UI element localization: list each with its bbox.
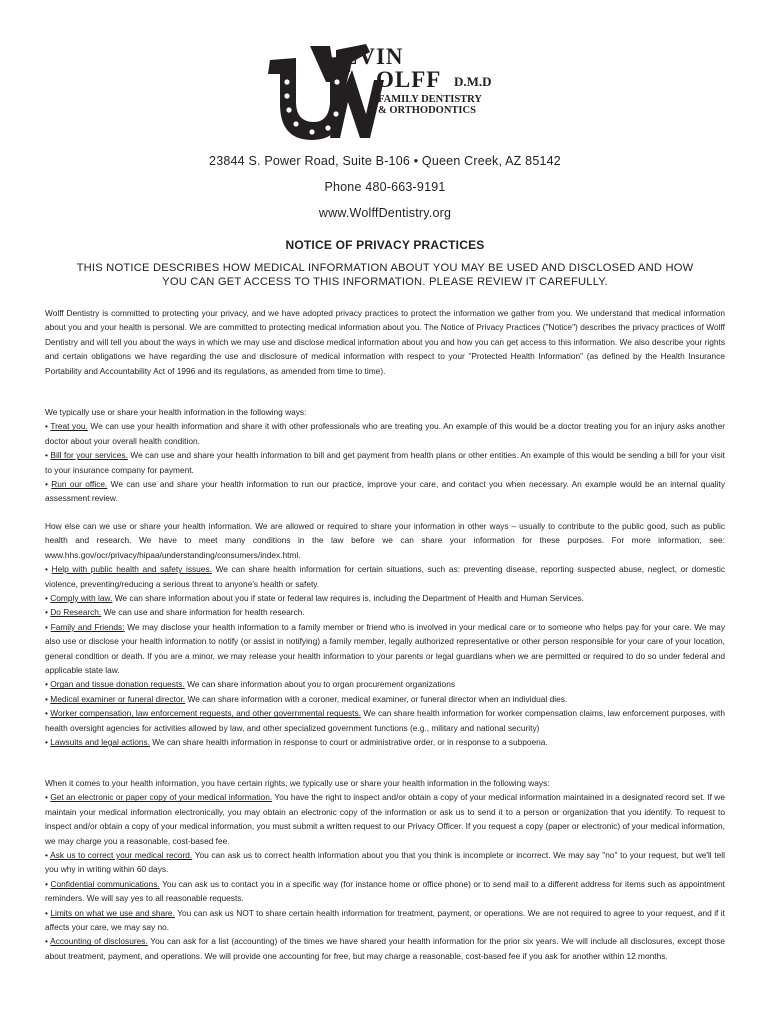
practice-address: 23844 S. Power Road, Suite B-106 • Queen Creek, AZ 85142: [209, 154, 561, 168]
bullet-label: Ask us to correct your medical record.: [50, 850, 193, 861]
bullet-label: Worker compensation, law enforcement requests, and other governmental requests.: [50, 708, 361, 719]
bullet-marker: •: [45, 878, 51, 889]
bullet-label: Limits on what we use and share.: [50, 907, 175, 918]
bullet-item: [45, 605, 725, 619]
bullet-text: We can share information about you to organ procurement organizations: [184, 679, 456, 690]
bullet-text: We can use and share your health information to bill and get payment from health plans or other entities. An example of this would be sending a bill for your visit to your insurance company for payment.: [45, 450, 725, 475]
bullet-marker: •: [45, 792, 51, 803]
bullet-item: [45, 934, 725, 963]
logo-credential: D.M.D: [454, 74, 492, 89]
bullet-label: Bill for your services.: [50, 450, 128, 461]
notice-title: NOTICE OF PRIVACY PRACTICES: [285, 238, 485, 252]
bullet-label: Accounting of disclosures.: [50, 936, 148, 947]
bullet-marker: •: [45, 479, 52, 490]
bullet-marker: •: [45, 593, 51, 604]
bullet-marker: •: [45, 693, 51, 704]
other-uses-list: [45, 562, 725, 749]
bullet-label: Run our office.: [51, 479, 108, 490]
bullet-label: Treat you.: [50, 421, 88, 432]
bullet-text: We can use your health information and share it with other professionals who are treating you. An example of this would be a doctor treating you for an injury asks another doctor about your overall health condition.: [45, 421, 725, 446]
uses-list: [45, 419, 725, 505]
bullet-marker: •: [45, 708, 51, 719]
bullet-label: Organ and tissue donation requests.: [50, 679, 185, 690]
bullet-text: We can share health information for certain situations, such as: preventing disease, reporting suspected abuse, neglect, or domestic violence, preventing/reducing a serious threat to anyone's health or safety.: [45, 564, 725, 589]
bullet-item: [45, 419, 725, 448]
practice-logo: [266, 42, 526, 146]
bullet-text: We can share health information for worker compensation claims, law enforcement purposes, with health oversight agencies for activities allowed by law, and other specialized government functions (e.g., military and national security): [45, 708, 725, 733]
bullet-marker: •: [45, 564, 52, 575]
bullet-label: Do Research.: [50, 607, 102, 618]
bullet-marker: •: [45, 737, 51, 748]
bullet-marker: •: [45, 421, 51, 432]
bullet-item: [45, 591, 725, 605]
bullet-marker: •: [45, 607, 51, 618]
bullet-text: You can ask us NOT to share certain health information for treatment, payment, or operations. We are not required to agree to your request, and if it affects your care, we may say no.: [45, 907, 725, 933]
bullet-marker: •: [45, 907, 51, 918]
bullet-marker: •: [45, 621, 51, 632]
bullet-item: [45, 620, 725, 678]
bullet-item: [45, 562, 725, 591]
bullet-text: We can share information with a coroner, medical examiner, or funeral director when an individual dies.: [185, 693, 568, 704]
bullet-text: You can ask us to contact you in a specific way (for instance home or office phone) or to send mail to a different address for items such as appointment reminders. We will say yes to all reasonable requests.: [45, 878, 725, 904]
bullet-label: Confidential communications.: [50, 878, 160, 889]
rights-heading: When it comes to your health information, you have certain rights, we typically use or share your health information in the following ways:: [45, 778, 550, 788]
bullet-label: Help with public health and safety issues.: [51, 564, 212, 575]
bullet-item: [45, 848, 725, 877]
bullet-text: We may disclose your health information to a family member or friend who is involved in your medical care or to someone who helps pay for your care. We may also use or disclose your health information to notify (or assist in notifying) a family member, legally authorized representative or other person responsible for your care of your location, general condition or death. If you are a minor, we may release your health information to your parents or legal guardians when we are permitted or required to do so under federal and applicable state law.: [45, 621, 725, 676]
bullet-marker: •: [45, 679, 51, 690]
practice-website: www.WolffDentistry.org: [318, 206, 452, 220]
other-uses-section: [45, 519, 725, 750]
logo-line-2: OLFF: [376, 67, 442, 92]
rights-list: [45, 790, 725, 963]
bullet-label: Medical examiner or funeral director.: [50, 693, 186, 704]
bullet-text: You can ask us to correct health information about you that you think is incomplete or incorrect. We may say "no" to your request, but we'll tell you why in writing within 60 days.: [45, 850, 725, 875]
logo-subtitle-1: FAMILY DENTISTRY: [378, 94, 482, 105]
bullet-text: We can share information about you if state or federal law requires is, including the Department of Health and Human Services.: [112, 593, 584, 604]
bullet-marker: •: [45, 850, 51, 861]
notice-subtitle: THIS NOTICE DESCRIBES HOW MEDICAL INFORMATION ABOUT YOU MAY BE USED AND DISCLOSED AND HOW YOU CAN GET ACCESS TO THIS INFORMATION. PLEASE REVIEW IT CAREFULLY.: [76, 262, 694, 288]
bullet-marker: •: [45, 450, 51, 461]
bullet-item: [45, 735, 725, 749]
bullet-item: [45, 477, 725, 506]
bullet-marker: •: [45, 936, 51, 947]
bullet-item: [45, 706, 725, 735]
bullet-text: We can use and share your health information to run our practice, improve your care, and contact you when necessary. An example would be an internal quality assessment review.: [45, 479, 725, 504]
uses-section: [45, 405, 725, 506]
bullet-label: Comply with law.: [50, 593, 113, 604]
bullet-text: You can ask for a list (accounting) of the times we have shared your health information for the prior six years. We will include all disclosures, except those about treatment, payment, and operations. We will provide one accounting for free, but may charge a reasonable, cost-based fee if you ask for another within 12 months.: [45, 936, 726, 961]
bullet-item: [45, 790, 725, 848]
other-uses-heading: How else can we use or share your health information. We are allowed or required to share your information in other ways – usually to contribute to the public good, such as public health and research. We have to meet many conditions in the law before we can share your information for these purposes. For more information, see: www.hhs.gov/ocr/privacy/hipaa/understanding/consumers/index.html.: [45, 521, 725, 560]
bullet-item: [45, 877, 725, 906]
logo-subtitle-2: & ORTHODONTICS: [378, 105, 476, 116]
bullet-label: Lawsuits and legal actions.: [50, 737, 150, 748]
bullet-text: We can share health information in response to court or administrative order, or in response to a subpoena.: [149, 737, 548, 748]
uses-heading: We typically use or share your health information in the following ways:: [45, 407, 307, 417]
intro-paragraph: Wolff Dentistry is committed to protecting your privacy, and we have adopted privacy practices to protect the information we gather from you. We understand that medical information about you and your health is personal. We are committed to protecting medical information about you. The Notice of Privacy Practices ("Notice") describes the privacy practices of Wolff Dentistry and will tell you about the ways in which we may use and disclose medical information about you and how you can get access to this information. We also describe your rights and certain obligations we have regarding the use and disclosure of medical information with respect to your "Protected Health Information" (as defined by the Health Insurance Portability and Accountability Act of 1996 and its regulations, as amended from time to time).: [45, 308, 725, 376]
logo-line-1: EVIN: [342, 44, 404, 69]
rights-section: [45, 776, 725, 963]
bullet-item: [45, 448, 725, 477]
practice-phone: Phone 480-663-9191: [324, 180, 446, 194]
bullet-text: We can use and share information for health research.: [101, 607, 305, 618]
bullet-item: [45, 677, 725, 691]
bullet-item: [45, 906, 725, 935]
bullet-item: [45, 692, 725, 706]
bullet-text: You have the right to inspect and/or obtain a copy of your medical information maintained in a designated record set. If we maintain your medical information electronically, you may obtain an electronic copy of the information or ask us to send it to a person or organization that you identify. To request to inspect and/or obtain a copy of your medical information, you must submit a written request to our Privacy Officer. If you request a copy (paper or electronic) of your medical information, we may charge you a reasonable, cost-based fee.: [45, 792, 725, 846]
bullet-label: Family and Friends:: [50, 621, 125, 632]
bullet-label: Get an electronic or paper copy of your medical information.: [50, 792, 273, 803]
